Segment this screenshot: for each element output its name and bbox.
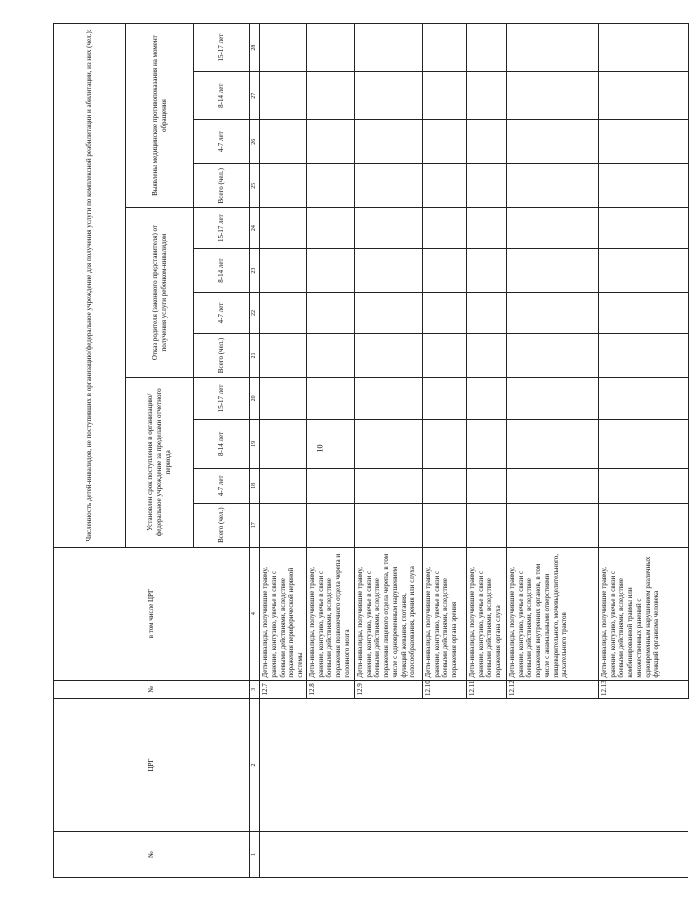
row-number: 12.10: [422, 680, 466, 698]
row-number: 12.12: [506, 680, 598, 698]
column-number: 28: [250, 24, 260, 72]
column-number: 27: [250, 72, 260, 120]
header-group-contraindications: Выявлены медицинские противопоказания на момент обращения: [126, 24, 194, 208]
header-no: №: [54, 831, 250, 877]
column-number: 19: [250, 419, 260, 468]
column-number: 4: [250, 547, 260, 680]
merged-crg-cell: [260, 699, 689, 832]
column-number: 24: [250, 208, 260, 249]
column-number: 3: [250, 680, 260, 698]
header-main-title: Численность детей-инвалидов, не поступивших в организацию/федеральное учреждение для получения услуги по комплексной реабилитации и абилитации, из них (чел.):: [54, 24, 126, 548]
rotated-page: [53, 23, 661, 878]
column-number: 1: [250, 831, 260, 877]
table-row: [260, 24, 307, 878]
header-group-deadline: Установлен срок поступления в организацию/федеральное учреждение за пределами отчетного периода: [126, 377, 194, 547]
header-no2: №: [54, 680, 250, 698]
row-number: 12.8: [306, 680, 354, 698]
header-age-8-14: 8-14 лет: [194, 249, 250, 293]
header-age-4-7: 4-7 лет: [194, 293, 250, 334]
row-number: 12.7: [260, 680, 307, 698]
header-group-refusal: Отказ родителя (законного представителя) от получения услуги ребенком-инвалидом: [126, 208, 194, 378]
column-number-row: [250, 24, 260, 878]
row-description: Дети-инвалиды, получившие травму, ранение, контузию, увечье в связи с боевыми действиями, вследствие поражения органа слуха: [466, 547, 506, 680]
merged-no-cell: [260, 831, 689, 877]
column-number: 17: [250, 503, 260, 547]
header-age-4-7: 4-7 лет: [194, 120, 250, 164]
header-total: Всего (чел.): [194, 164, 250, 208]
column-number: 20: [250, 377, 260, 419]
row-description: Дети-инвалиды, получившие травму, ранение, контузию, увечье в связи с боевыми действиями, вследствие поражения позвоночного отдела черепа и головного мозга: [306, 547, 354, 680]
column-number: 23: [250, 249, 260, 293]
column-number: 25: [250, 164, 260, 208]
column-number: 22: [250, 293, 260, 334]
row-description: Дети-инвалиды, получившие травму, ранение, контузию, увечье в связи с боевыми действиями, вследствие комбинированной травмы или множественных ранений с одновременным нарушением различных функций организма человека: [598, 547, 688, 680]
header-age-15-17: 15-17 лет: [194, 377, 250, 419]
header-age-15-17: 15-17 лет: [194, 24, 250, 72]
header-age-4-7: 4-7 лет: [194, 468, 250, 503]
row-description: Дети-инвалиды, получившие травму, ранение, контузию, увечье в связи с боевыми действиями, вследствие поражения лицевого отдела черепа, в том числе с одновременным нарушением функций жевания, глотания, голосообразования, зрения или слуха: [354, 547, 422, 680]
column-number: 21: [250, 333, 260, 377]
header-row-1: [54, 24, 126, 878]
header-age-8-14: 8-14 лет: [194, 419, 250, 468]
row-number: 12.9: [354, 680, 422, 698]
row-description: Дети-инвалиды, получившие травму, ранение, контузию, увечье в связи с боевыми действиями, вследствие поражения внутренних органов, в том числе с анамальными отверстиями пищеварительного, мочевыделительного, дыхательного трактов: [506, 547, 598, 680]
report-table: [53, 23, 689, 878]
header-crg: ЦРГ: [54, 699, 250, 832]
header-age-8-14: 8-14 лет: [194, 72, 250, 120]
header-age-15-17: 15-17 лет: [194, 208, 250, 249]
row-description: Дети-инвалиды, получившие травму, ранение, контузию, увечье в связи с боевыми действиями, вследствие поражения периферической нервной системы: [260, 547, 307, 680]
page-number: 10: [315, 444, 325, 453]
column-number: 18: [250, 468, 260, 503]
row-number: 12.13: [598, 680, 688, 698]
header-total: Всего (чел.): [194, 333, 250, 377]
header-total: Всего (чел.): [194, 503, 250, 547]
row-number: 12.11: [466, 680, 506, 698]
row-description: Дети-инвалиды, получившие травму, ранение, контузию, увечье в связи с боевыми действиями, вследствие поражения органа зрения: [422, 547, 466, 680]
column-number: 2: [250, 699, 260, 832]
header-subgroup: в том числе ЦРГ: [54, 547, 250, 680]
column-number: 26: [250, 120, 260, 164]
